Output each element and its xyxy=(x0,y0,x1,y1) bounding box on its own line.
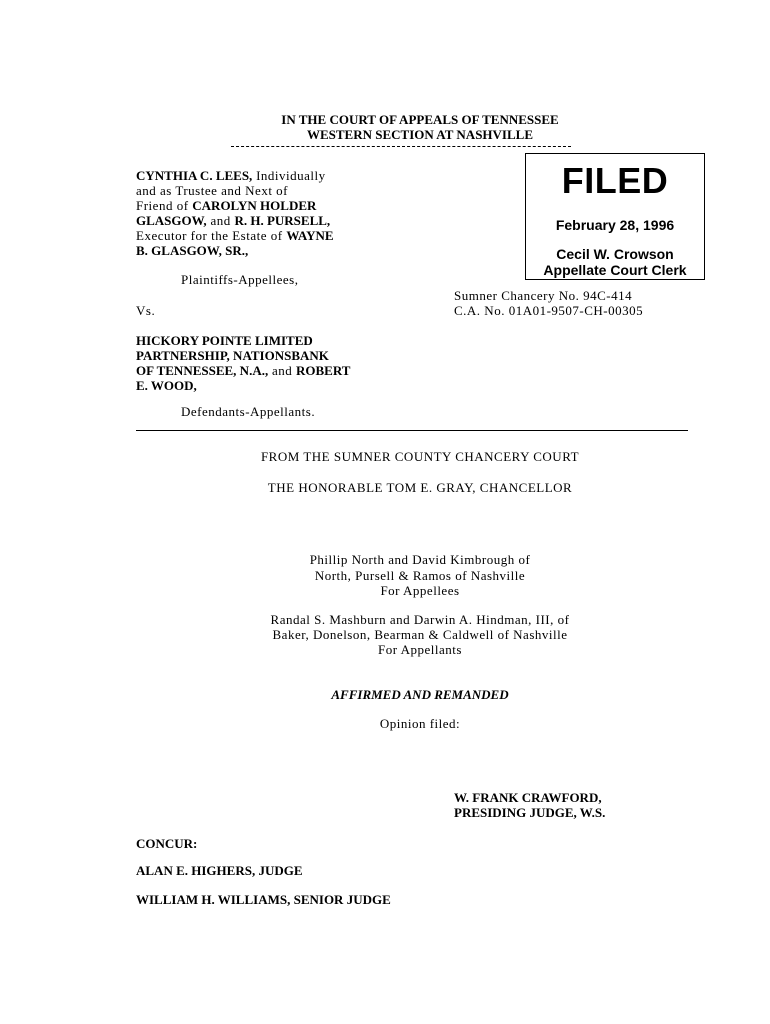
concurring-judge: WILLIAM H. WILLIAMS, SENIOR JUDGE xyxy=(136,892,391,907)
plaintiff-line: Executor for the Estate of WAYNE xyxy=(136,228,334,243)
plaintiff-line: B. GLASGOW, SR., xyxy=(136,243,249,258)
appeals-number: C.A. No. 01A01-9507-CH-00305 xyxy=(454,303,644,318)
plaintiff-line xyxy=(136,168,334,183)
defendants-role: Defendants-Appellants. xyxy=(181,404,316,419)
versus: Vs. xyxy=(136,303,156,318)
clerk-name: Cecil W. Crowson xyxy=(556,246,674,262)
appellants-label: For Appellants xyxy=(378,642,462,657)
plaintiffs-block xyxy=(136,168,334,258)
disposition: AFFIRMED AND REMANDED xyxy=(331,687,509,702)
court-section: WESTERN SECTION AT NASHVILLE xyxy=(306,127,533,142)
opinion-filed: Opinion filed: xyxy=(379,716,461,731)
appellants-counsel-names: Randal S. Mashburn and Darwin A. Hindman, III, of xyxy=(270,612,570,627)
concur-label: CONCUR: xyxy=(136,836,198,851)
header-rule xyxy=(231,146,571,147)
filed-clerk xyxy=(526,246,704,278)
defendant-line: OF TENNESSEE, N.A., and ROBERT xyxy=(136,363,351,378)
caption-rule xyxy=(136,430,688,431)
defendants-block xyxy=(136,333,350,393)
plaintiff-capacity: Individually xyxy=(256,168,326,183)
appellees-label: For Appellees xyxy=(380,583,460,598)
author-name: W. FRANK CRAWFORD, xyxy=(454,790,602,805)
plaintiff-line: and as Trustee and Next of xyxy=(136,183,289,198)
appellees-counsel-names: Phillip North and David Kimbrough of xyxy=(309,552,531,567)
filed-date: February 28, 1996 xyxy=(555,217,675,233)
author-title: PRESIDING JUDGE, W.S. xyxy=(454,805,606,820)
plaintiffs-role: Plaintiffs-Appellees, xyxy=(181,272,299,287)
court-from: FROM THE SUMNER COUNTY CHANCERY COURT xyxy=(260,449,580,464)
filed-stamp xyxy=(525,153,705,280)
court-title: IN THE COURT OF APPEALS OF TENNESSEE xyxy=(281,112,559,127)
plaintiff-name: CYNTHIA C. LEES, xyxy=(136,168,253,183)
concurring-judge: ALAN E. HIGHERS, JUDGE xyxy=(136,863,303,878)
appellants-counsel-firm: Baker, Donelson, Bearman & Caldwell of Nashville xyxy=(272,627,568,642)
chancery-number: Sumner Chancery No. 94C-414 xyxy=(454,288,633,303)
defendant-line: PARTNERSHIP, NATIONSBANK xyxy=(136,348,329,363)
clerk-title: Appellate Court Clerk xyxy=(543,262,687,278)
defendant-line: E. WOOD, xyxy=(136,378,197,393)
defendant-line: HICKORY POINTE LIMITED xyxy=(136,333,313,348)
trial-judge: THE HONORABLE TOM E. GRAY, CHANCELLOR xyxy=(267,480,573,495)
plaintiff-line: GLASGOW, and R. H. PURSELL, xyxy=(136,213,331,228)
appellees-counsel-firm: North, Pursell & Ramos of Nashville xyxy=(314,568,526,583)
plaintiff-line: Friend of CAROLYN HOLDER xyxy=(136,198,317,213)
filed-word: FILED xyxy=(561,160,669,201)
